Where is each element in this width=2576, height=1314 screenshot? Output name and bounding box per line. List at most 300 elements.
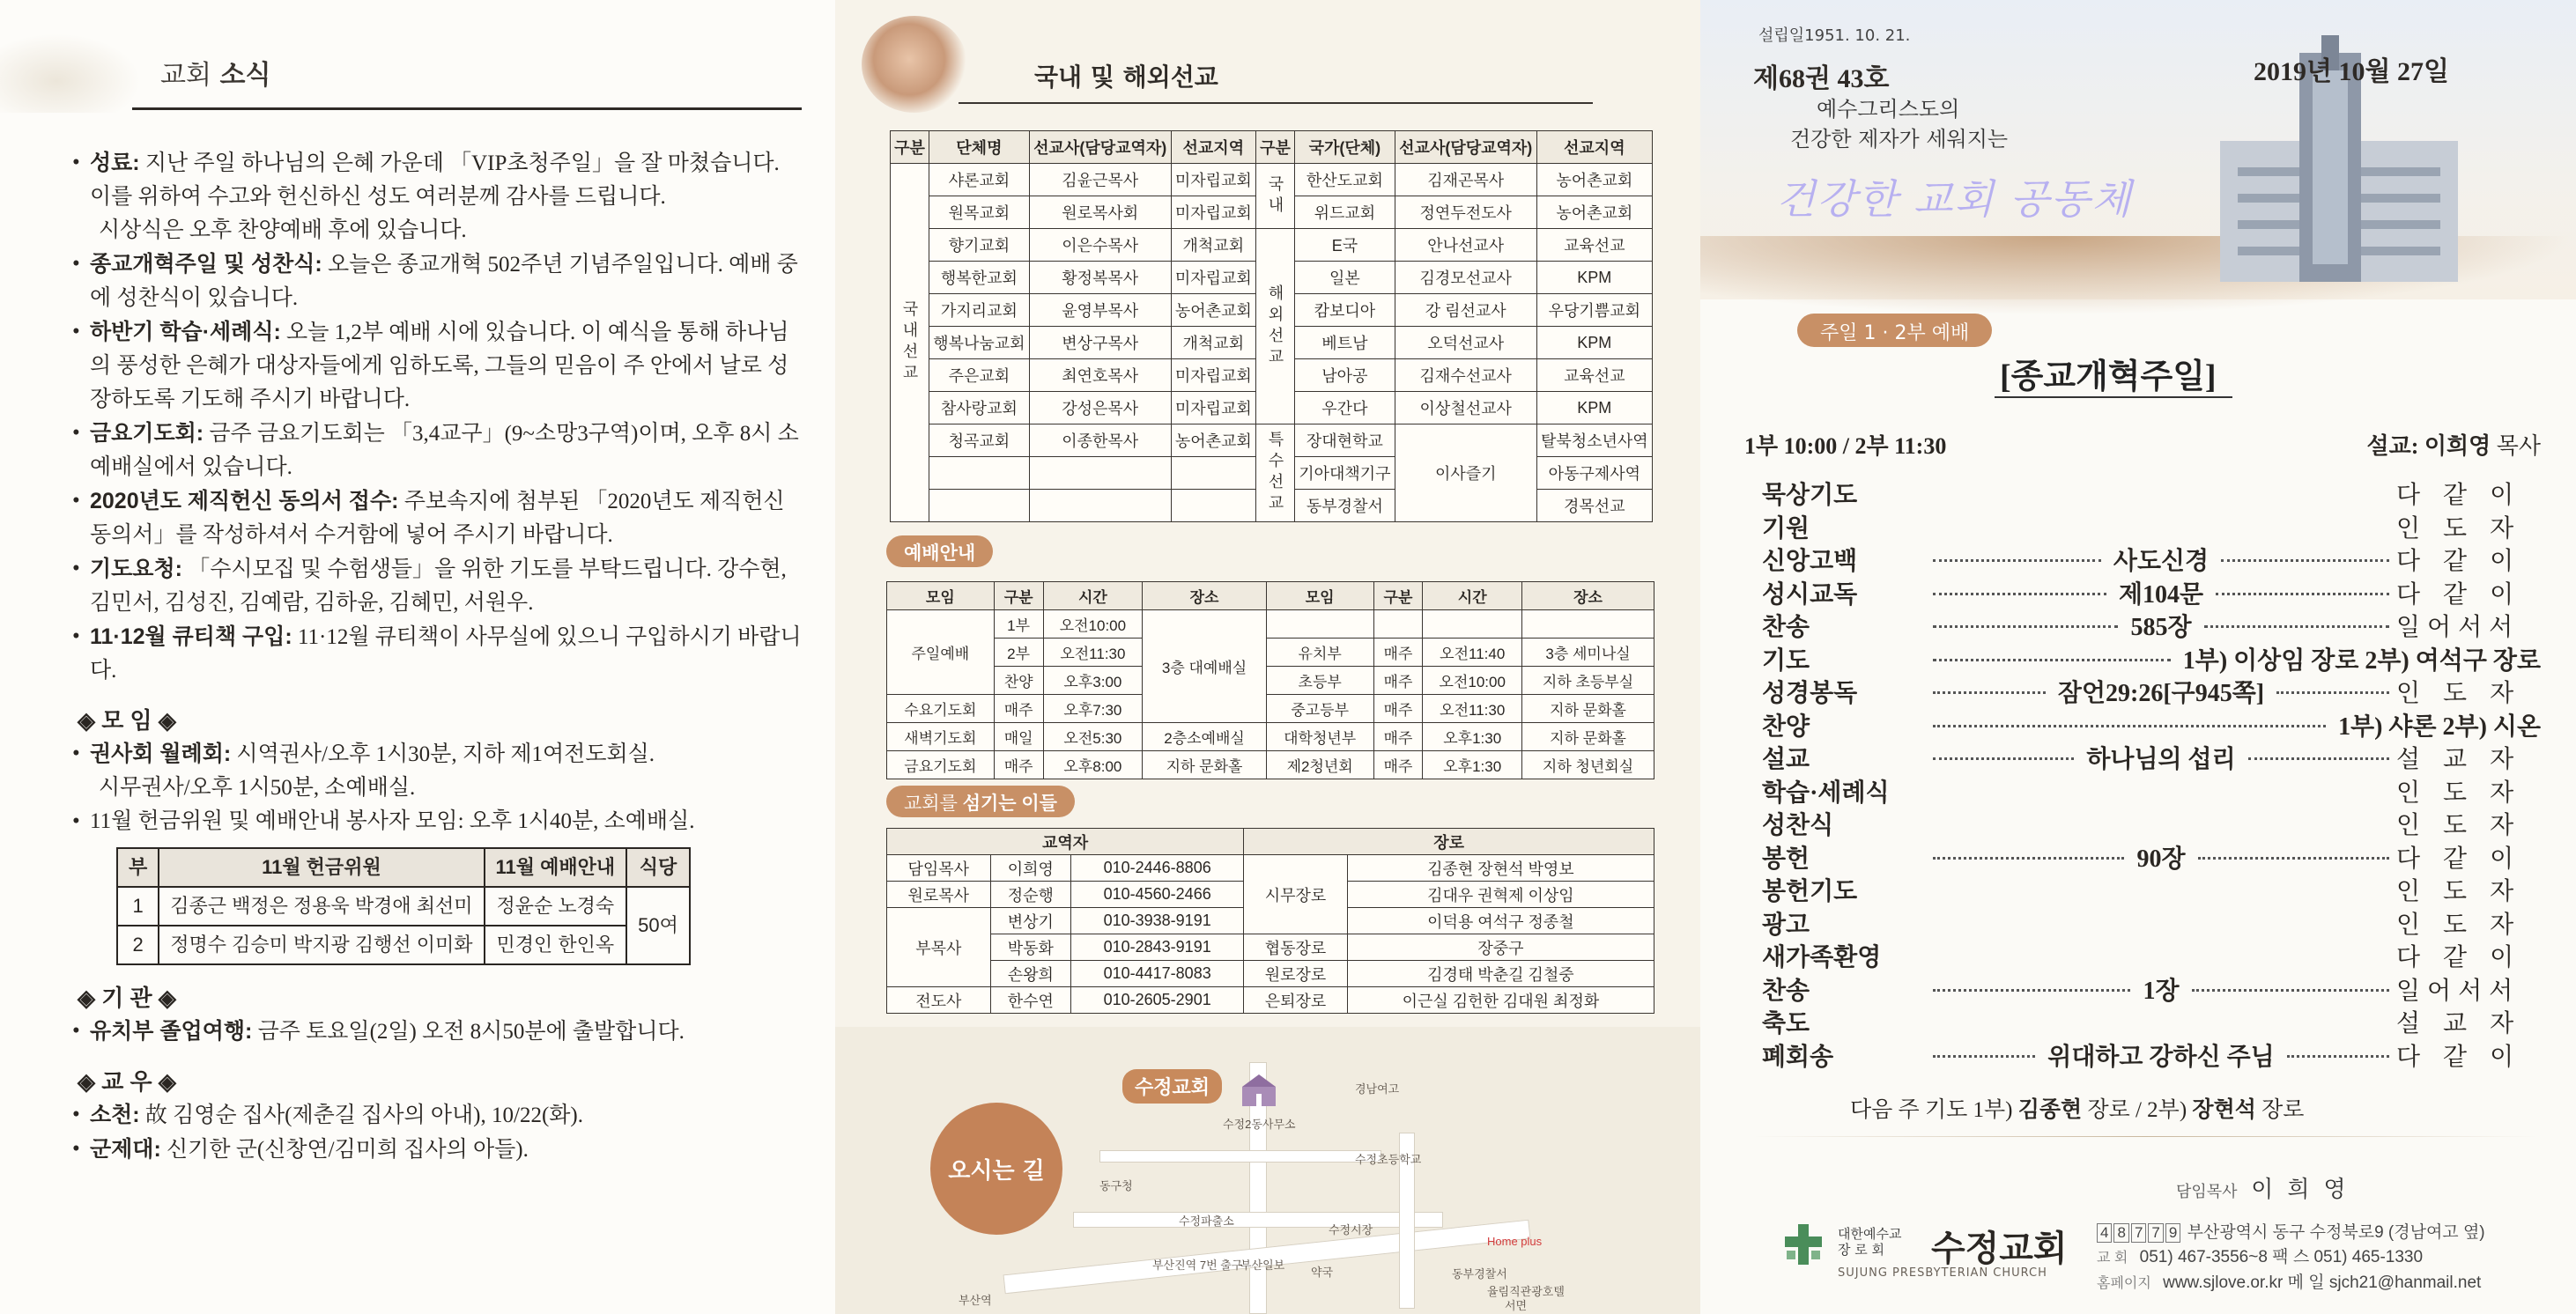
worship-schedule-table <box>886 581 1654 779</box>
map-place-label: 경남여고 <box>1355 1082 1400 1096</box>
table-cell: 향기교회 <box>929 229 1029 262</box>
table-row <box>887 695 1654 723</box>
table-cell: 중고등부 <box>1266 695 1373 723</box>
news-item-label: 금요기도회: <box>90 421 204 446</box>
news-item-text: 금주 금요기도회는 「3,4교구」(9~소망3구역)이며, 오후 8시 소예배실에서 있습니다. <box>90 422 799 479</box>
news-item-label: 소천: <box>90 1103 140 1127</box>
table-cell: 농어촌교회 <box>1171 424 1255 457</box>
order-item <box>1762 674 2546 707</box>
order-item-content: 585장 <box>2130 614 2192 641</box>
staff-name: 박동화 <box>990 934 1071 961</box>
mission-title: 국내 및 해외선교 <box>1034 63 1218 92</box>
order-item-leader: 다같이 <box>2396 1043 2537 1071</box>
table-row <box>891 164 1653 196</box>
news-item <box>72 315 803 417</box>
header-rule <box>132 107 802 110</box>
order-item-leader: 인도자 <box>2396 680 2537 707</box>
news-item-text: 시무권사/오후 1시50분, 소예배실. <box>99 776 416 800</box>
table-cell <box>1029 457 1171 490</box>
table-cell: 정연두전도사 <box>1395 196 1536 229</box>
order-item-middle <box>1926 798 2396 801</box>
order-item-content: 사도신경 <box>2113 548 2210 575</box>
news-item-text: 「수시모집 및 수험생들」을 위한 기도를 부탁드립니다. 강수현, 김민서, 김성진, 김예람, 김하윤, 김혜민, 서원우. <box>90 557 787 615</box>
mission-group: 해외선교 <box>1256 229 1295 424</box>
table-row <box>891 424 1653 457</box>
section-heading: ◈ 기 관 ◈ <box>78 985 176 1011</box>
order-item-name: 찬송 <box>1762 977 1810 1005</box>
table-cell: 농어촌교회 <box>1536 164 1652 196</box>
news-item-text: 11·12월 큐티책이 사무실에 있으니 구입하시기 바랍니다. <box>90 625 802 683</box>
elder-names: 김종현 장현석 박영보 <box>1347 855 1654 882</box>
table-cell: 변상구목사 <box>1029 327 1171 359</box>
order-item <box>1762 542 2546 575</box>
column-header: 구분 <box>994 582 1043 610</box>
column-header: 구분 <box>1256 131 1295 164</box>
order-item-name: 폐회송 <box>1762 1043 1834 1071</box>
news-item-text: 금주 토요일(2일) 오전 8시50분에 출발합니다. <box>257 1020 685 1044</box>
table-cell: 우간다 <box>1294 392 1395 424</box>
news-item <box>72 1098 803 1133</box>
order-item-leader: 다같이 <box>2396 580 2537 609</box>
column-header: 식당 <box>626 848 690 887</box>
table-cell: 오덕선교사 <box>1395 327 1536 359</box>
staff-role: 부목사 <box>887 908 991 987</box>
table-cell: 새벽기도회 <box>887 723 995 751</box>
news-item <box>72 146 803 214</box>
table-cell <box>1266 610 1373 639</box>
leader-dots <box>1933 691 2046 694</box>
table-cell: KPM <box>1536 392 1652 424</box>
order-item <box>1762 575 2546 609</box>
order-item-leader: 일어서서 <box>2396 614 2520 641</box>
order-item-middle <box>1926 575 2396 610</box>
table-cell: 오전10:00 <box>1423 667 1522 695</box>
order-item <box>1762 839 2546 873</box>
elder-names: 장중구 <box>1347 934 1654 961</box>
news-item-text: 시상식은 오후 찬양예배 후에 있습니다. <box>99 218 467 242</box>
table-cell: 농어촌교회 <box>1536 196 1652 229</box>
leader-dots <box>1933 559 2101 562</box>
order-item-content: 제104문 <box>2118 580 2204 609</box>
order-item-middle <box>1926 963 2396 965</box>
table-cell: 베트남 <box>1294 327 1395 359</box>
order-item-leader: 일어서서 <box>2396 977 2520 1005</box>
order-item-middle <box>1926 930 2396 933</box>
map-place-label: 부산진역 7번 출구 <box>1152 1259 1243 1272</box>
table-cell: 오후7:30 <box>1043 695 1143 723</box>
table-cell: 이종한목사 <box>1029 424 1171 457</box>
church-name: 수정교회 <box>1931 1229 2068 1269</box>
staff-role: 원로목사 <box>887 882 991 908</box>
table-row <box>887 723 1654 751</box>
leader-dots <box>2192 989 2389 992</box>
table-cell: 강성은목사 <box>1029 392 1171 424</box>
table-cell: 기아대책기구 <box>1294 457 1395 490</box>
table-cell <box>929 490 1029 522</box>
order-item-middle <box>1926 608 2396 643</box>
order-item-name: 찬양 <box>1762 712 1810 741</box>
church-name-english: SUJUNG PRESBYTERIAN CHURCH <box>1838 1266 2047 1280</box>
column-header: 선교지역 <box>1171 131 1255 164</box>
column-header: 모임 <box>1266 582 1373 610</box>
elder-names: 김경태 박춘길 김철중 <box>1347 961 1654 987</box>
table-cell: 2층소예배실 <box>1143 723 1267 751</box>
mission-group: 국내 <box>1256 164 1295 229</box>
news-item-text: 시역권사/오후 1시30분, 지하 제1여전도회실. <box>236 742 655 766</box>
next-week-prayer: 다음 주 기도 1부) 김종현 장로 / 2부) 장현석 장로 <box>1850 1098 2305 1122</box>
order-item-leader: 설교자 <box>2396 746 2537 773</box>
column-header: 선교사(담당교역자) <box>1395 131 1536 164</box>
order-item-middle <box>1926 830 2396 833</box>
service-title: [종교개혁주일] <box>2000 358 2217 395</box>
order-item-leader: 인도자 <box>2396 514 2537 543</box>
news-item-label: 군제대: <box>90 1137 161 1162</box>
table-cell: 매주 <box>1373 695 1423 723</box>
zip-digit: 7 <box>2148 1223 2163 1243</box>
table-cell <box>1423 610 1522 639</box>
mission-header <box>835 0 1700 123</box>
mission-group: 국내선교 <box>891 164 929 522</box>
zip-digit: 9 <box>2165 1223 2180 1243</box>
news-item-text: 故 김영순 집사(제춘길 집사의 아내), 10/22(화). <box>144 1104 583 1127</box>
elder-role: 은퇴장로 <box>1244 987 1348 1014</box>
table-cell: 1 <box>117 887 159 926</box>
table-cell: 3층 세미나실 <box>1522 639 1654 667</box>
order-of-worship <box>1762 476 2546 1070</box>
order-item-name: 기도 <box>1762 646 1810 675</box>
table-cell: 찬양 <box>994 667 1043 695</box>
order-item-content: 1장 <box>2143 977 2180 1005</box>
order-item-name: 찬송 <box>1762 614 1810 641</box>
news-item-label: 기도요청: <box>90 557 182 581</box>
table-cell: 미자립교회 <box>1171 359 1255 392</box>
order-item-content: 잠언29:26[구945쪽] <box>2057 680 2265 707</box>
table-cell: 최연호목사 <box>1029 359 1171 392</box>
table-cell: 행복나눔교회 <box>929 327 1029 359</box>
table-cell: 제2청년회 <box>1266 751 1373 779</box>
lily-decoration <box>0 33 141 113</box>
map-place-label: 동부경찰서 <box>1452 1267 1507 1281</box>
order-item-leader: 다같이 <box>2396 944 2537 971</box>
column-header: 교역자 <box>887 829 1244 855</box>
leader-dots <box>2248 757 2389 760</box>
table-cell <box>1029 490 1171 522</box>
elder-role: 시무장로 <box>1244 855 1348 934</box>
news-item-label: 유치부 졸업여행: <box>90 1019 253 1044</box>
leader-dots <box>1933 593 2106 595</box>
table-row <box>887 934 1654 961</box>
leader-dots <box>2221 559 2389 562</box>
staff-name: 변상기 <box>990 908 1071 934</box>
church-building-icon <box>1239 1073 1279 1108</box>
news-item <box>72 620 803 688</box>
news-item <box>72 771 803 805</box>
order-item-leader: 인도자 <box>2396 812 2537 839</box>
order-item <box>1762 971 2546 1005</box>
order-item-content: 1부) 이상임 장로 2부) 여석구 장로 <box>2182 646 2541 675</box>
staff-phone: 010-4560-2466 <box>1071 882 1244 908</box>
service-pill: 주일 1 · 2부 예배 <box>1797 314 1992 347</box>
order-item-leader: 다같이 <box>2396 482 2537 509</box>
table-cell <box>1522 610 1654 639</box>
table-cell: 이은수목사 <box>1029 229 1171 262</box>
table-cell: 탈북청소년사역 <box>1536 424 1652 457</box>
column-header: 모임 <box>887 582 995 610</box>
order-item-middle <box>1926 641 2546 676</box>
order-item <box>1762 641 2546 675</box>
news-item-text: 오늘 1,2부 예배 시에 있습니다. 이 예식을 통해 하나님의 풍성한 은혜가 대상자들에게 임하도록, 그들의 믿음이 주 안에서 날로 성장하도록 기도해 주시기 바랍니다. <box>90 321 789 411</box>
table-cell: 정명수 김승미 박지광 김행선 이미화 <box>159 926 484 964</box>
staff-phone: 010-2446-8806 <box>1071 855 1244 882</box>
staff-name: 한수연 <box>990 987 1071 1014</box>
table-cell: 교육선교 <box>1536 229 1652 262</box>
table-row <box>117 887 690 926</box>
table-row <box>887 961 1654 987</box>
leader-dots <box>2276 691 2389 694</box>
bulletin-header <box>1700 0 2576 299</box>
leader-dots <box>1933 757 2074 760</box>
column-header: 구분 <box>1373 582 1423 610</box>
staff-name: 손왕희 <box>990 961 1071 987</box>
column-header: 부 <box>117 848 159 887</box>
leader-dots <box>2216 593 2389 595</box>
table-cell: 위드교회 <box>1294 196 1395 229</box>
table-cell: 미자립교회 <box>1171 392 1255 424</box>
table-cell: 미자립교회 <box>1171 164 1255 196</box>
staff-table <box>886 828 1654 1014</box>
news-item-label: 종교개혁주일 및 성찬식: <box>90 252 322 277</box>
table-cell: 매주 <box>1373 751 1423 779</box>
order-item <box>1762 608 2546 641</box>
news-item-label: 성료: <box>90 151 140 175</box>
order-item-middle <box>1926 971 2396 1007</box>
order-item-name: 묵상기도 <box>1762 482 1858 509</box>
elder-names: 김대우 권혁제 이상임 <box>1347 882 1654 908</box>
offering-volunteer-table <box>116 847 691 965</box>
table-cell: 원로목사회 <box>1029 196 1171 229</box>
column-header: 선교지역 <box>1536 131 1652 164</box>
map-place-label: 수정2동사무소 <box>1223 1118 1296 1131</box>
table-cell: 김윤근목사 <box>1029 164 1171 196</box>
order-item-leader: 인도자 <box>2396 878 2537 905</box>
table-cell: 원목교회 <box>929 196 1029 229</box>
order-item-content: 하나님의 섭리 <box>2086 746 2236 773</box>
news-item-text: 신기한 군(신창연/김미희 집사의 아들). <box>167 1138 529 1162</box>
column-header: 시간 <box>1423 582 1522 610</box>
column-header: 11월 헌금위원 <box>159 848 484 887</box>
news-title: 교회 소식 <box>160 60 271 91</box>
order-item-content: 1부) 샤론 2부) 시온 <box>2338 712 2541 741</box>
table-cell: E국 <box>1294 229 1395 262</box>
table-cell: 수요기도회 <box>887 695 995 723</box>
table-cell: 초등부 <box>1266 667 1373 695</box>
leader-dots <box>2287 1055 2389 1058</box>
church-logo-icon <box>1780 1221 1827 1268</box>
table-cell: 금요기도회 <box>887 751 995 779</box>
news-item <box>72 1015 803 1049</box>
table-row <box>887 751 1654 779</box>
table-cell: 캄보디아 <box>1294 294 1395 327</box>
table-cell: 김재곤목사 <box>1395 164 1536 196</box>
mission-group: 특수선교 <box>1256 424 1295 522</box>
order-item-name: 설교 <box>1762 746 1810 773</box>
leader-dots <box>1933 625 2118 628</box>
table-cell: 한산도교회 <box>1294 164 1395 196</box>
leader-dots <box>2198 857 2389 860</box>
table-cell: 50여 <box>626 887 690 964</box>
staff-pill: 교회를 섬기는 이들 <box>886 786 1075 817</box>
motto-line-1: 예수그리스도의 <box>1817 97 1960 122</box>
zip-digit: 7 <box>2131 1223 2146 1243</box>
table-cell: 샤론교회 <box>929 164 1029 196</box>
table-cell: 오후1:30 <box>1423 751 1522 779</box>
map-church-tag: 수정교회 <box>1122 1069 1222 1104</box>
table-cell: 오후1:30 <box>1423 723 1522 751</box>
column-header: 11월 예배안내 <box>485 848 627 887</box>
order-item-name: 성찬식 <box>1762 812 1834 839</box>
leader-dots <box>1933 989 2130 992</box>
order-item <box>1762 1004 2546 1037</box>
column-header: 장소 <box>1522 582 1654 610</box>
map-place-label: 수정초등학교 <box>1355 1153 1422 1166</box>
order-item-leader: 다같이 <box>2396 548 2537 575</box>
directions-label: 오시는 길 <box>930 1103 1062 1235</box>
table-cell: 김재수선교사 <box>1395 359 1536 392</box>
table-cell: 매주 <box>1373 639 1423 667</box>
order-item <box>1762 872 2546 905</box>
order-item <box>1762 476 2546 509</box>
order-item-middle <box>1926 542 2396 577</box>
order-item-middle <box>1926 1029 2396 1031</box>
table-header-row <box>887 582 1654 610</box>
column-header: 구분 <box>891 131 929 164</box>
motto-line-2: 건강한 제자가 세워지는 <box>1790 127 2009 151</box>
news-item <box>72 214 803 247</box>
order-item-middle <box>1926 500 2396 503</box>
table-cell: 3층 대예배실 <box>1143 610 1267 723</box>
address-line <box>2097 1221 2487 1245</box>
table-cell <box>1373 610 1423 639</box>
news-item-text: 오늘은 종교개혁 502주년 기념주일입니다. 예배 중에 성찬식이 있습니다. <box>90 253 798 310</box>
order-item <box>1762 938 2546 971</box>
news-item <box>72 737 803 771</box>
table-cell: 오전11:30 <box>1043 639 1143 667</box>
table-cell: KPM <box>1536 327 1652 359</box>
order-item-leader: 인도자 <box>2396 779 2537 807</box>
table-cell: 지하 청년회실 <box>1522 751 1654 779</box>
table-cell: 오전5:30 <box>1043 723 1143 751</box>
table-cell: 김종근 백정은 정용욱 박경애 최선미 <box>159 887 484 926</box>
table-cell: 2부 <box>994 639 1043 667</box>
news-item <box>72 552 803 620</box>
table-cell: 개척교회 <box>1171 229 1255 262</box>
order-item-name: 기원 <box>1762 514 1810 543</box>
column-header: 장소 <box>1143 582 1267 610</box>
table-row <box>887 667 1654 695</box>
order-item-leader: 다같이 <box>2396 845 2537 873</box>
table-cell: 매주 <box>994 695 1043 723</box>
order-item-name: 성시교독 <box>1762 580 1858 609</box>
table-cell <box>1171 490 1255 522</box>
map-place-label: 서면 <box>1505 1299 1528 1312</box>
news-item <box>72 417 803 484</box>
order-item-middle <box>1926 897 2396 899</box>
table-cell: 오후3:00 <box>1043 667 1143 695</box>
contact-info <box>2097 1221 2487 1296</box>
staff-role: 전도사 <box>887 987 991 1014</box>
web-line: 홈페이지 www.sjlove.or.kr 메 일 sjch21@hanmail.net <box>2097 1273 2482 1292</box>
table-cell: 김경모선교사 <box>1395 262 1536 294</box>
preacher: 설교: 이희영 목사 <box>2366 433 2541 459</box>
table-cell: 1부 <box>994 610 1043 639</box>
church-slogan: 건강한 교회 공동체 <box>1776 175 2133 223</box>
table-cell: 참사랑교회 <box>929 392 1029 424</box>
table-cell: 매주 <box>994 751 1043 779</box>
table-cell: 정윤순 노경숙 <box>485 887 627 926</box>
map-place-label: 율림직관광호텔 <box>1487 1285 1565 1298</box>
elder-role: 원로장로 <box>1244 961 1348 987</box>
news-header <box>0 33 835 113</box>
staff-phone: 010-2605-2901 <box>1071 987 1244 1014</box>
order-item-middle <box>1926 674 2396 709</box>
order-item-name: 봉헌기도 <box>1762 878 1858 905</box>
order-item-name: 학습·세례식 <box>1762 779 1890 807</box>
table-cell: 윤영부목사 <box>1029 294 1171 327</box>
map-place-label: 수정파출소 <box>1179 1214 1234 1228</box>
table-cell: 농어촌교회 <box>1171 294 1255 327</box>
table-cell: 매주 <box>1373 723 1423 751</box>
leader-dots <box>1933 1055 2035 1058</box>
table-cell: 주일예배 <box>887 610 995 695</box>
elder-role: 협동장로 <box>1244 934 1348 961</box>
table-cell: 경목선교 <box>1536 490 1652 522</box>
worship-order-panel <box>1700 0 2576 1314</box>
mission-table <box>890 130 1653 522</box>
zip-digit: 8 <box>2113 1223 2128 1243</box>
order-item <box>1762 740 2546 773</box>
table-cell: 오후8:00 <box>1043 751 1143 779</box>
table-cell: 청곡교회 <box>929 424 1029 457</box>
column-header: 장로 <box>1244 829 1654 855</box>
table-cell: 이사즐기 <box>1395 424 1536 522</box>
table-cell: 우당기쁨교회 <box>1536 294 1652 327</box>
table-cell: 2 <box>117 926 159 964</box>
table-cell: 지하 문화홀 <box>1522 695 1654 723</box>
order-item-leader: 설교자 <box>2396 1010 2537 1037</box>
table-cell: 안나선교사 <box>1395 229 1536 262</box>
leader-dots <box>1933 857 2124 860</box>
order-item-name: 광고 <box>1762 911 1810 939</box>
address-text: 부산광역시 동구 수정북로9 (경남여고 옆) <box>2187 1223 2485 1242</box>
table-cell: 개척교회 <box>1171 327 1255 359</box>
order-item-name: 새가족환영 <box>1762 944 1882 971</box>
senior-pastor: 담임목사 이희영 <box>2176 1177 2360 1203</box>
order-item-content: 위대하고 강하신 주님 <box>2047 1043 2275 1071</box>
news-item <box>72 247 803 315</box>
table-cell: 지하 문화홀 <box>1522 723 1654 751</box>
table-row <box>891 229 1653 262</box>
column-header: 단체명 <box>929 131 1029 164</box>
worship-guide-pill: 예배안내 <box>886 535 993 567</box>
order-item-name: 성경봉독 <box>1762 680 1858 707</box>
table-header-row <box>891 131 1653 164</box>
volume-number: 제68권 43호 <box>1753 64 1890 93</box>
order-item-middle <box>1926 1037 2396 1073</box>
table-cell: 매일 <box>994 723 1043 751</box>
table-row <box>887 610 1654 639</box>
phone-line: 교 회 051) 467-3556~8 팩 스 051) 465-1330 <box>2097 1248 2424 1266</box>
footer-rule <box>1753 1136 2537 1137</box>
